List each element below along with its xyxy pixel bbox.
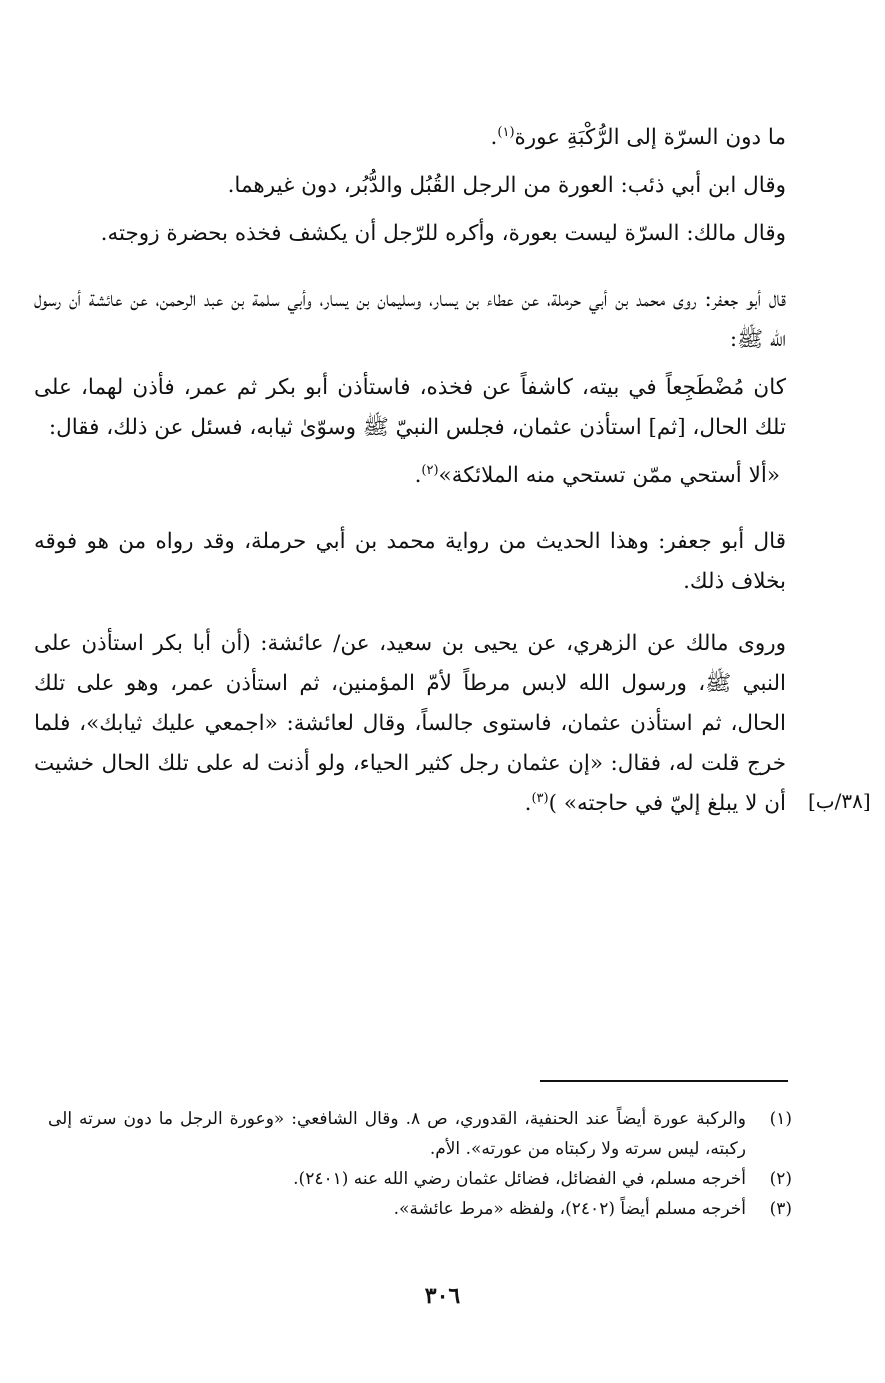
- footnote-ref-2[interactable]: (٢): [421, 463, 439, 478]
- footnote-text: أخرجه مسلم، في الفضائل، فضائل عثمان رضي الله عنه (٢٤٠١).: [293, 1169, 746, 1189]
- footnotes: [48, 1104, 792, 1224]
- footnote-1: [48, 1104, 792, 1164]
- footnote-text: أخرجه مسلم أيضاً (٢٤٠٢)، ولفظه «مرط عائشة».: [393, 1199, 746, 1219]
- paragraph-2: وقال ابن أبي ذئب: العورة من الرجل القُبُل والدُّبُر، دون غيرهما.: [227, 173, 786, 198]
- page-number: ٣٠٦: [424, 1283, 461, 1309]
- footnote-number: (٣): [769, 1199, 792, 1219]
- main-text: [34, 118, 786, 824]
- footnote-3: [48, 1194, 792, 1224]
- footnote-2: [48, 1164, 792, 1194]
- paragraph-1: ما دون السرّة إلى الرُّكْبَةِ عورة$^{(١)}$.: [490, 125, 786, 150]
- paragraph-8: وروى مالك عن الزهري، عن يحيى بن سعيد، عن/ عائشة: (أن أبا بكر استأذن على النبي ﷺ، ورسول الله لابس مرطاً لأمّ المؤمنين، ثم استأذن عمر، وهو على تلك الحال، ثم استأذن عثمان، فاستوى جالساً، وقال لعائشة: «اجمعي عليك ثيابك»، فلما خرج قلت له، فقال: «إن عثمان رجل كثير الحياء، ولو أذنت له على تلك الحال خشيت أن لا يبلغ إليّ في حاجته» )$^{(٣)}$.: [34, 631, 786, 816]
- footnote-ref-1[interactable]: (١): [497, 125, 515, 140]
- paragraph-3: وقال مالك: السرّة ليست بعورة، وأكره للرّجل أن يكشف فخذه بحضرة زوجته.: [100, 221, 786, 246]
- footnote-divider: [540, 1080, 788, 1082]
- paragraph-6: «ألا أستحي ممّن تستحي منه الملائكة»$^{(٢)}$.: [414, 463, 780, 488]
- footnote-ref-3[interactable]: (٣): [531, 791, 549, 806]
- paragraph-5: كان مُضْطَجِعاً في بيته، كاشفاً عن فخذه، فاستأذن أبو بكر ثم عمر، فأذن لهما، على تلك الحال، [ثم] استأذن عثمان، فجلس النبيّ ﷺ وسوّىٰ ثيابه، فسئل عن ذلك، فقال:: [34, 375, 786, 440]
- paragraph-7: قال أبو جعفر: وهذا الحديث من رواية محمد بن أبي حرملة، وقد رواه من هو فوقه بخلاف ذلك.: [34, 529, 786, 594]
- footnote-number: (٢): [769, 1169, 792, 1189]
- footnote-text: والركبة عورة أيضاً عند الحنفية، القدوري، ص ٨. وقال الشافعي: «وعورة الرجل ما دون سرته إلى ركبته، ليس سرته ولا ركبتاه من عورته». الأم.: [48, 1109, 746, 1159]
- paragraph-4: قال أبو جعفر: روى محمد بن أبي حرملة، عن عطاء بن يسار، وسليمان بن يسار، وأبي سلمة بن عبد الرحمن، عن عائشة أن رسول الله ﷺ:: [34, 287, 786, 352]
- marginal-manuscript-ref: [٣٨/ب]: [808, 789, 871, 813]
- footnote-number: (١): [769, 1109, 792, 1129]
